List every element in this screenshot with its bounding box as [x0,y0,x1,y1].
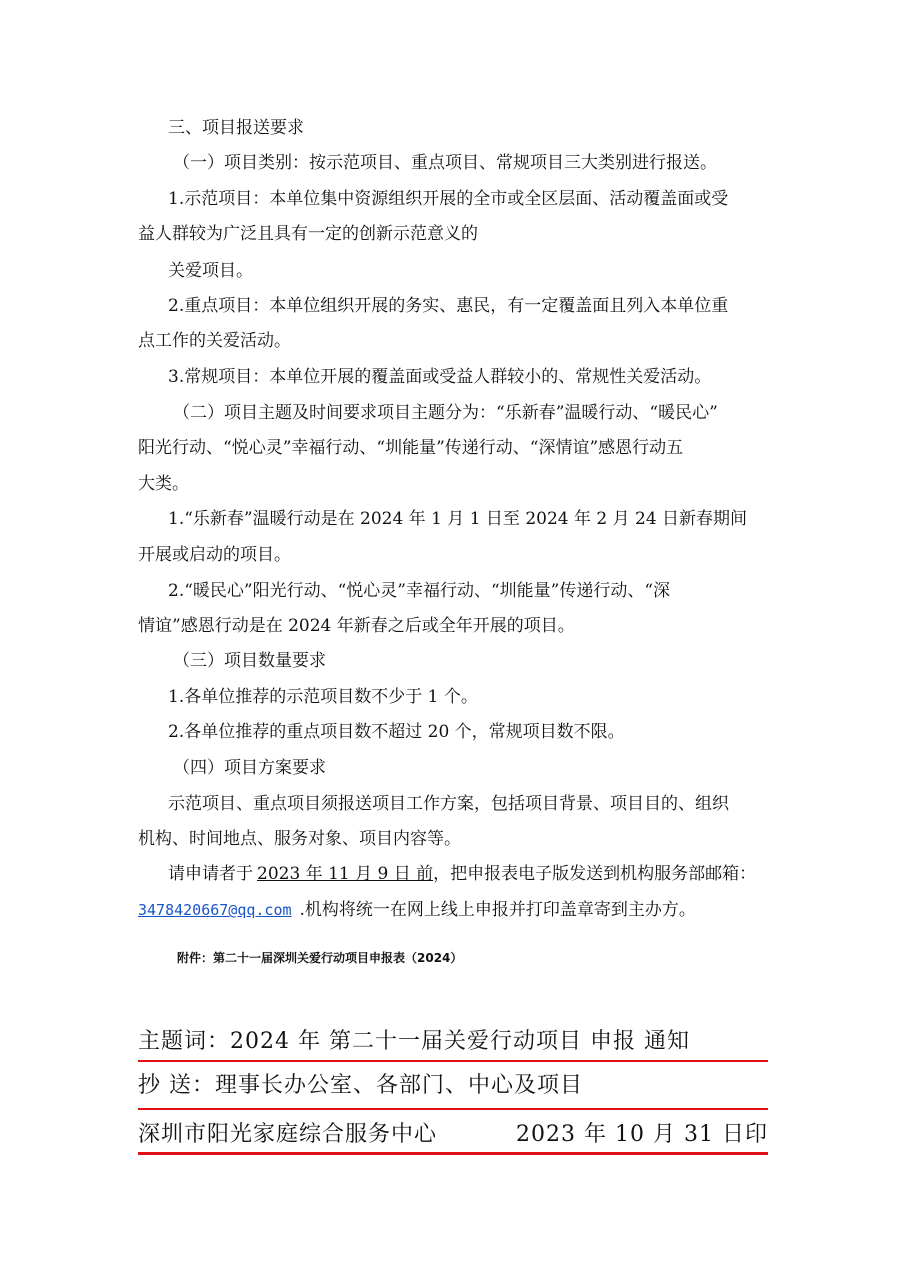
key-project-line-1: 2.重点项目：本单位组织开展的务实、惠民，有一定覆盖面且列入本单位重 [168,296,729,316]
footer-rule-3 [138,1152,768,1155]
plan-heading: （四）项目方案要求 [173,758,326,778]
theme-1-line-2: 开展或启动的项目。 [138,545,291,565]
cc-line: 抄 送：理事长办公室、各部门、中心及项目 [138,1073,583,1098]
quantity-heading: （三）项目数量要求 [173,651,326,671]
issuer-name: 深圳市阳光家庭综合服务中心 [138,1122,438,1147]
submission-prefix: 请申请者于 [168,864,253,884]
theme-line-2: 阳光行动、“悦心灵”幸福行动、“圳能量”传递行动、“深情谊”感恩行动五 [138,438,684,458]
submission-deadline: 2023 年 11 月 9 日 前 [257,864,434,884]
plan-line-1: 示范项目、重点项目须报送项目工作方案，包括项目背景、项目目的、组织 [168,794,729,814]
quantity-item-1: 1.各单位推荐的示范项目数不少于 1 个。 [168,687,478,707]
key-project-line-2: 点工作的关爱活动。 [138,331,291,351]
issuer-line [138,1121,768,1149]
footer-rule-2 [138,1108,768,1110]
demo-project-line-3: 关爱项目。 [168,261,253,281]
category-intro: （一）项目类别：按示范项目、重点项目、常规项目三大类别进行报送。 [173,153,717,173]
theme-line-1: （二）项目主题及时间要求项目主题分为：“乐新春”温暖行动、“暖民心” [173,403,718,423]
demo-project-line-1: 1.示范项目：本单位集中资源组织开展的全市或全区层面、活动覆盖面或受 [168,189,729,209]
submission-line [168,864,756,884]
email-line [138,900,696,920]
footer-rule-1 [138,1060,768,1062]
submission-end: .机构将统一在网上线上申报并打印盖章寄到主办方。 [299,900,696,920]
email-link[interactable]: 3478420667@qq.com [138,901,292,919]
theme-2-line-2: 情谊”感恩行动是在 2024 年新春之后或全年开展的项目。 [138,616,575,636]
quantity-item-2: 2.各单位推荐的重点项目数不超过 20 个，常规项目数不限。 [168,722,625,742]
plan-line-2: 机构、时间地点、服务对象、项目内容等。 [138,829,461,849]
regular-project-line: 3.常规项目：本单位开展的覆盖面或受益人群较小的、常规性关爱活动。 [168,367,712,387]
demo-project-line-2: 益人群较为广泛且具有一定的创新示范意义的 [138,224,478,244]
theme-line-3: 大类。 [138,474,189,494]
keywords-line: 主题词：2024 年 第二十一届关爱行动项目 申报 通知 [138,1029,690,1054]
submission-suffix: ，把申报表电子版发送到机构服务部邮箱： [433,864,757,884]
print-date: 2023 年 10 月 31 日印 [516,1122,768,1147]
theme-2-line-1: 2.“暖民心”阳光行动、“悦心灵”幸福行动、“圳能量”传递行动、“深 [168,581,671,601]
section-heading: 三、项目报送要求 [168,118,304,138]
attachment-note: 附件：第二十一届深圳关爱行动项目申报表（2024） [177,951,463,965]
theme-1-line-1: 1.“乐新春”温暖行动是在 2024 年 1 月 1 日至 2024 年 2 月 24 日新春期间 [168,509,748,529]
